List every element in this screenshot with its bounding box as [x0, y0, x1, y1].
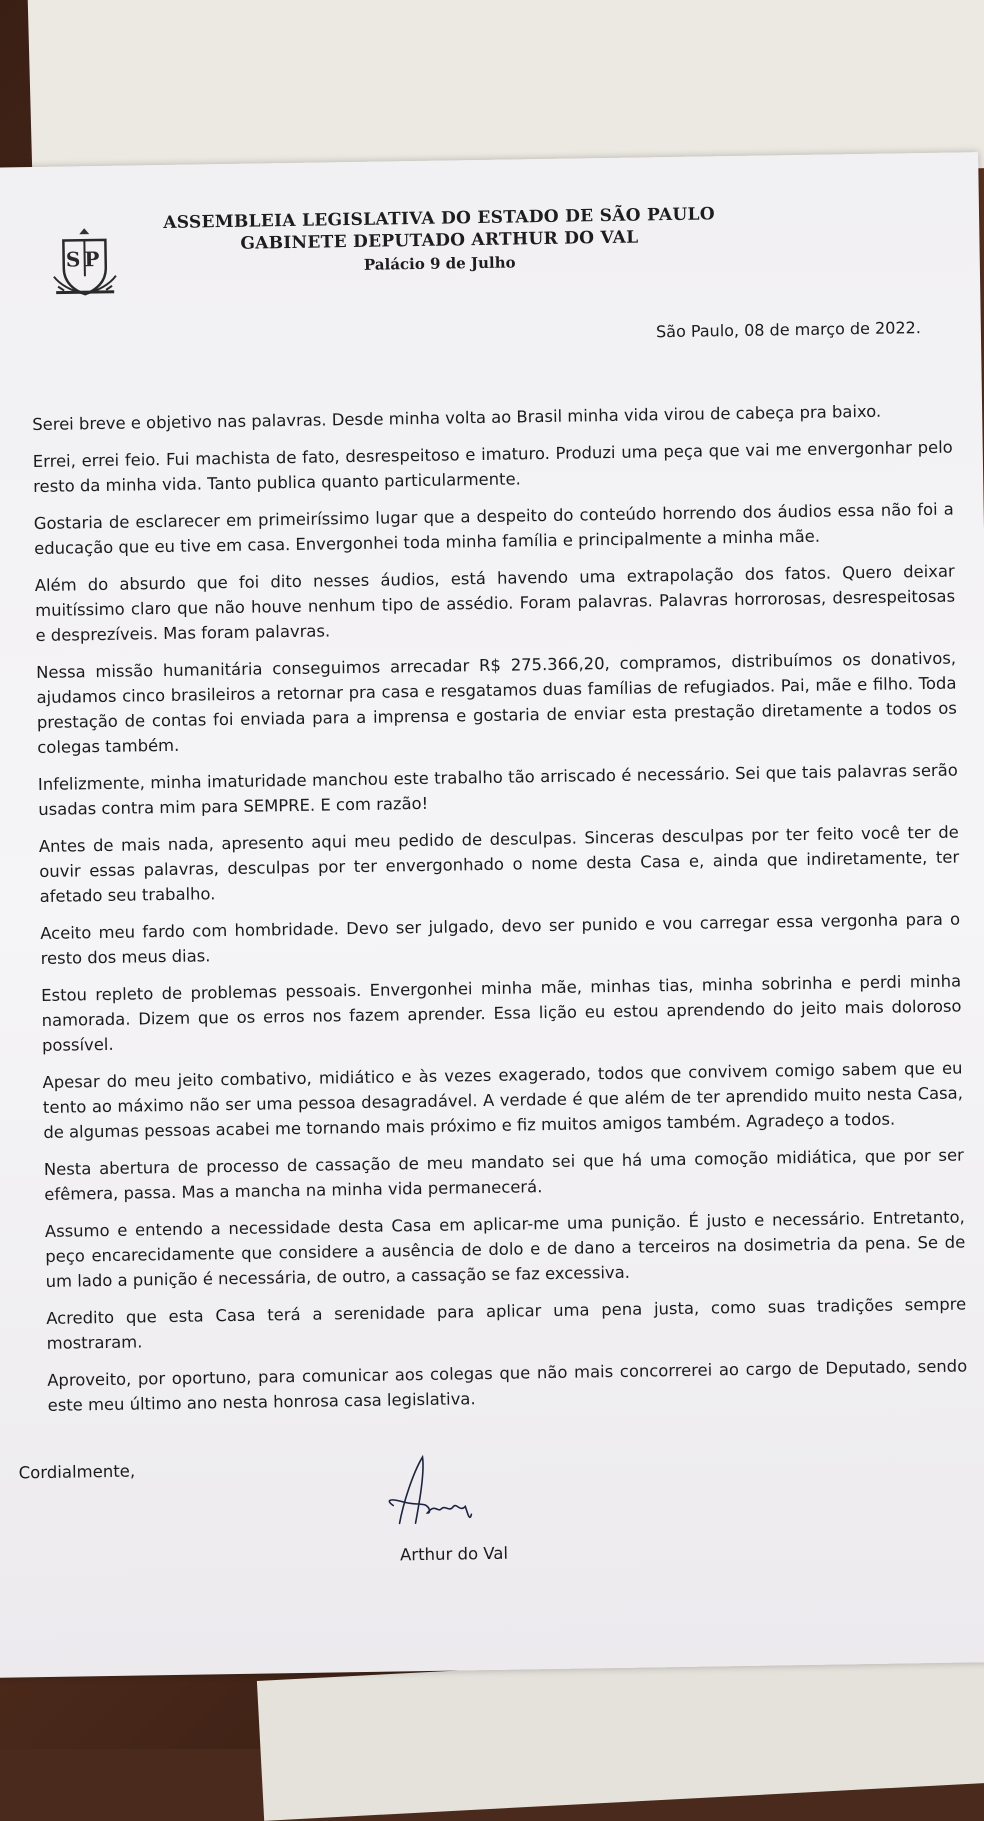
paragraph: Aproveito, por oportuno, para comunicar aos colegas que não mais concorrerei ao cargo de Deputado, sendo este meu último ano nesta honrosa casa legislativa. [47, 1356, 968, 1415]
paragraph: Gostaria de esclarecer em primeiríssimo lugar que a despeito do conteúdo horrendo dos áudios essa não foi a educação que eu tive em casa. Envergonhei toda minha família e principalmente a minha mãe. [33, 499, 954, 559]
paragraph: Errei, errei feio. Fui machista de fato, desrespeitoso e imaturo. Produzi uma peça que vai me envergonhar pelo resto da minha vida. Tanto publica quanto particularmente. [32, 437, 953, 497]
paragraph: Acredito que esta Casa terá a serenidade para aplicar uma pena justa, como suas tradições sempre mostraram. [46, 1294, 967, 1353]
signer-name: Arthur do Val [399, 1543, 509, 1565]
paragraph: Apesar do meu jeito combativo, midiático e às vezes exagerado, todos que convivem comigo sabem que eu tento ao máximo não ser uma pessoa desagradável. A verdade é que além de ter aprendido muito nesta Casa, de algumas pessoas acabei me tornando mais próximo e fiz muitos amigos também. Agradeço a todos. [42, 1058, 964, 1142]
letter-page [0, 152, 984, 1678]
sp-coat-of-arms-icon [49, 226, 120, 302]
letterhead-office: GABINETE DEPUTADO ARTHUR DO VAL [240, 227, 639, 254]
paragraph: Estou repleto de problemas pessoais. Envergonhei minha mãe, minhas tias, minha sobrinha e perdi minha namorada. Dizem que os erros nos fazem aprender. Essa lição eu estou aprendendo do jeito mais doloroso possível. [41, 971, 962, 1055]
svg-text:SP: SP [65, 246, 104, 272]
paragraph: Serei breve e objetivo nas palavras. Desde minha volta ao Brasil minha vida virou de cabeça pra baixo. [32, 401, 882, 435]
paragraph: Infelizmente, minha imaturidade manchou este trabalho tão arriscado é necessário. Sei que tais palavras serão usadas contra mim para SEMPRE. E com razão! [37, 760, 958, 820]
letter-body [32, 398, 968, 1430]
paragraph: Além do absurdo que foi dito nesses áudios, está havendo uma extrapolação dos fatos. Quero deixar muitíssimo claro que não houve nenhum tipo de assédio. Foram palavras. Palavras horrorosas, desrespeitosas e desprezíveis. Mas foram palavras. [34, 561, 956, 646]
letterhead [139, 204, 740, 277]
letter-date: São Paulo, 08 de março de 2022. [655, 318, 921, 342]
paragraph: Assumo e entendo a necessidade desta Casa em aplicar-me uma punição. É justo e necessário. Entretanto, peço encarecidamente que considere a ausência de dolo e de dano a terceiros na dosimetria da pena. Se de um lado a punição é necessária, de outro, a cassação se faz excessiva. [44, 1207, 966, 1291]
closing-salutation: Cordialmente, [18, 1461, 136, 1483]
letterhead-palace: Palácio 9 de Julho [363, 253, 516, 274]
paragraph: Aceito meu fardo com hombridade. Devo ser julgado, devo ser punido e vou carregar essa vergonha para o resto dos meus dias. [40, 909, 961, 968]
handwritten-signature [378, 1452, 489, 1534]
paragraph: Nesta abertura de processo de cassação de meu mandato sei que há uma comoção midiática, que por ser efêmera, passa. Mas a mancha na minha vida permanecerá. [43, 1145, 964, 1204]
paragraph: Nessa missão humanitária conseguimos arrecadar R$ 275.366,20, compramos, distribuímos os donativos, ajudamos cinco brasileiros a retornar pra casa e resgatamos duas famílias de refugiados. Pai, mãe e filho. Toda prestação de contas foi enviada para a imprensa e gostaria de enviar esta prestação diretamente a todos os colegas também. [35, 648, 957, 758]
letterhead-institution: ASSEMBLEIA LEGISLATIVA DO ESTADO DE SÃO PAULO [163, 204, 716, 233]
paragraph: Antes de mais nada, apresento aqui meu pedido de desculpas. Sinceras desculpas por ter feito você ter de ouvir essas palavras, desculpas por ter envergonhado o nome desta Casa e, ainda que indiretamente, ter afetado seu trabalho. [38, 822, 960, 906]
